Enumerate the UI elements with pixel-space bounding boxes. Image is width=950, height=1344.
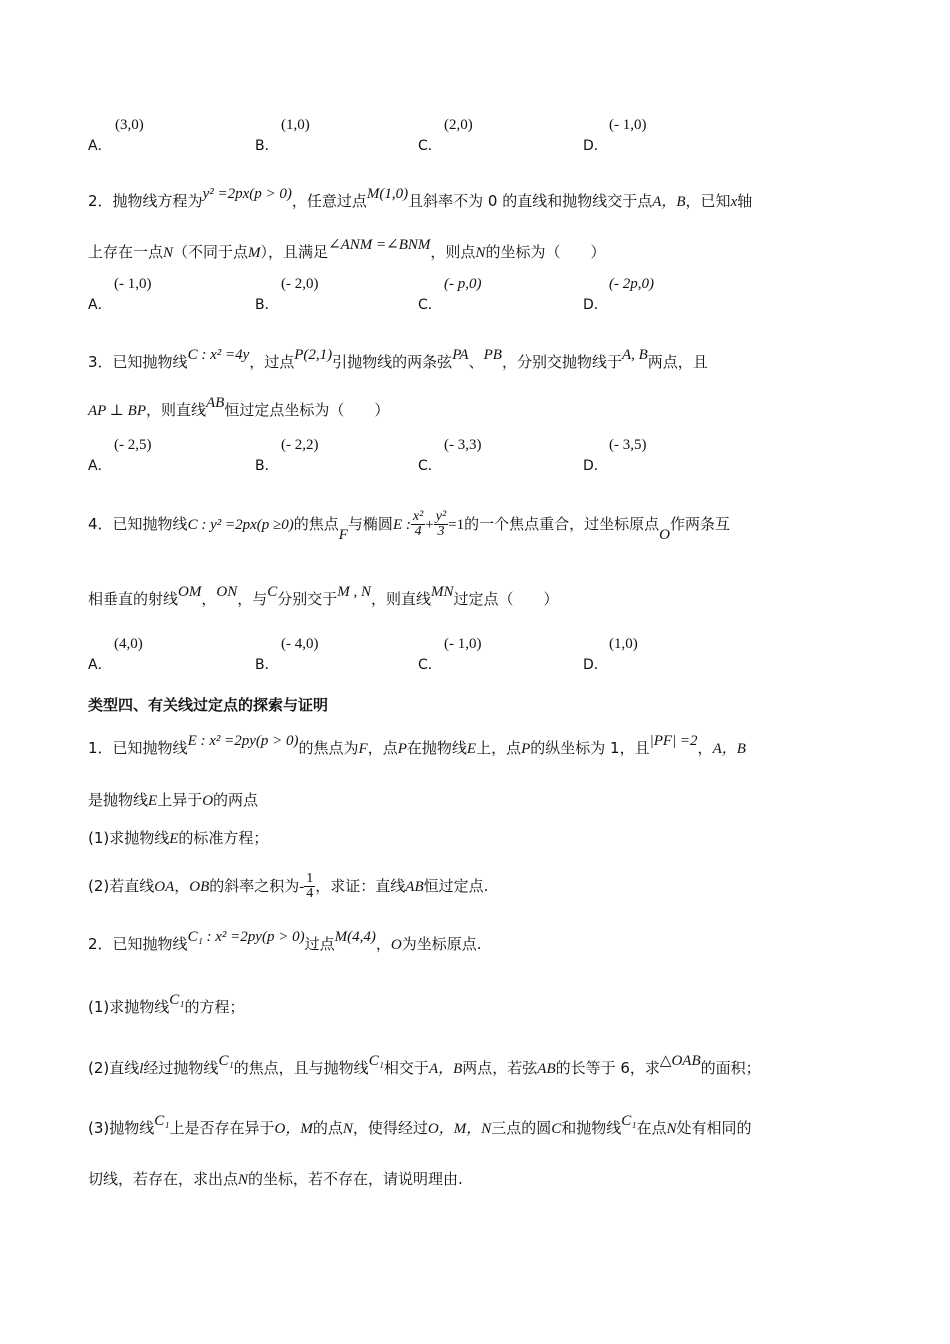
section-title: 类型四、有关线过定点的探索与证明 bbox=[88, 696, 329, 714]
p2-sub3: (3)抛物线C₁上是否存在异于O，M的点N，使得经过O，M，N三点的圆C和抛物线C₁在点N处有相同的 bbox=[88, 1113, 752, 1137]
q2-line1: 2．抛物线方程为y² =2px(p > 0)，任意过点M(1,0)且斜率不为 0 的直线和抛物线交于点A，B，已知x轴 bbox=[88, 186, 753, 210]
q4-line1: 4．已知抛物线C : y² =2px(p ≥0)的焦点F与椭圆E : $\frac{\text{x²}}{4}$ + $\frac{\text{y²}}{3}$ =1的一个焦点重合，过坐标原点O作两条互 bbox=[88, 509, 731, 543]
ellipse-x-fraction: $\frac{\text{x²}}{4}$ bbox=[412, 509, 424, 539]
q4-options: A． (4,0) B． (- 4,0) C． (- 1,0) D． (1,0) bbox=[88, 636, 638, 673]
ellipse-y-fraction: $\frac{\text{y²}}{3}$ bbox=[435, 509, 447, 539]
prev-question-options: A． (3,0) B． (1,0) C． (2,0) D． (- 1,0) bbox=[88, 117, 647, 154]
p1-sub1: (1)求抛物线E的标准方程； bbox=[88, 829, 269, 847]
p1-sub2: (2)若直线OA，OB的斜率之积为- $\frac{1}{4}$ ，求证：直线AB恒过定点. bbox=[88, 871, 489, 901]
q3-line1: 3．已知抛物线C : x² =4y，过点P(2,1)引抛物线的两条弦PA、PB，分别交抛物线于A, B两点，且 bbox=[88, 347, 708, 371]
p1-line2: 是抛物线E上异于O的两点 bbox=[88, 791, 259, 809]
q2-options: A． (- 1,0) B． (- 2,0) C． (- p,0) D． (- 2p,0) bbox=[88, 276, 654, 313]
p2-sub3-line2: 切线，若存在，求出点N的坐标，若不存在，请说明理由. bbox=[88, 1170, 463, 1188]
p2-sub2: (2)直线l经过抛物线C₁的焦点，且与抛物线C₁相交于A，B两点，若弦AB的长等于 6，求△OAB的面积； bbox=[88, 1053, 761, 1077]
p2-line1: 2．已知抛物线C₁ : x² =2py(p > 0)过点M(4,4)，O为坐标原点. bbox=[88, 929, 482, 953]
q4-line2: 相垂直的射线OM，ON，与C分别交于M , N，则直线MN过定点（ ） bbox=[88, 584, 559, 608]
q2-line2: 上存在一点N（不同于点M），且满足∠ANM =∠BNM，则点N的坐标为（ ） bbox=[88, 237, 606, 261]
q3-options: A． (- 2,5) B． (- 2,2) C． (- 3,3) D． (- 3,5) bbox=[88, 437, 647, 474]
p1-line1: 1．已知抛物线E : x² =2py(p > 0)的焦点为F，点P在抛物线E上，点P的纵坐标为 1，且|PF| =2，A，B bbox=[88, 733, 746, 757]
q3-line2: AP ⊥ BP，则直线AB恒过定点坐标为（ ） bbox=[88, 395, 390, 419]
p2-sub1: (1)求抛物线C₁的方程； bbox=[88, 992, 245, 1016]
slope-fraction: $\frac{1}{4}$ bbox=[306, 871, 314, 901]
